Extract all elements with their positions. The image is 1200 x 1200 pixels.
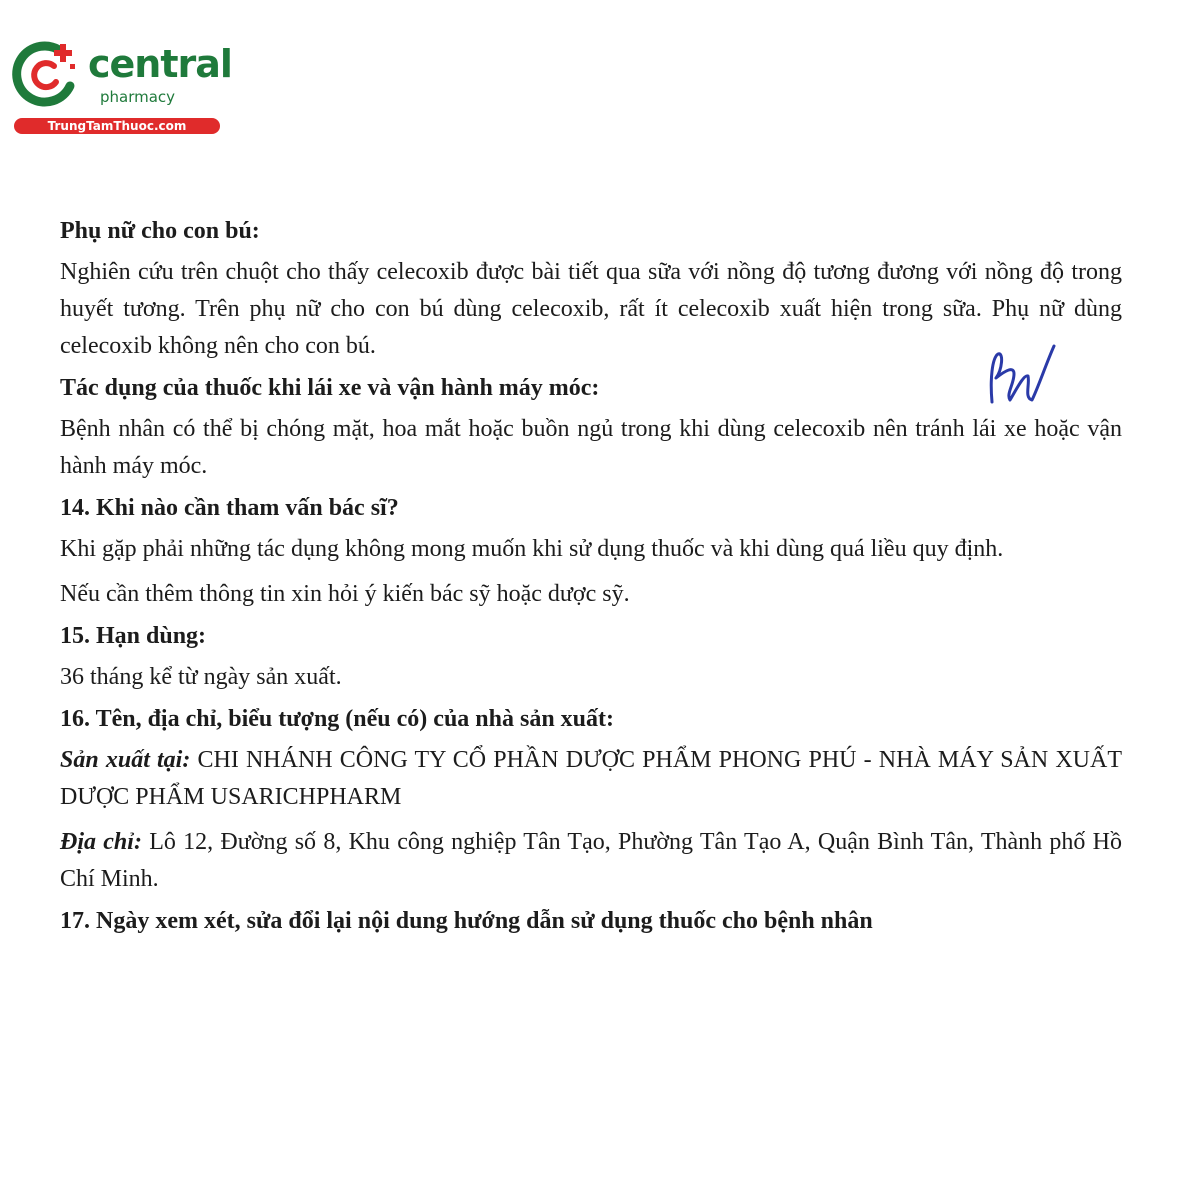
section-text-driving: Bệnh nhân có thể bị chóng mặt, hoa mắt hoặc buồn ngủ trong khi dùng celecoxib nên tránh lái xe hoặc vận hành máy móc. <box>60 416 1122 479</box>
made-at-label: Sản xuất tại: <box>60 747 191 773</box>
handwritten-signature-icon <box>980 340 1060 410</box>
section-text-consult-1: Khi gặp phải những tác dụng không mong muốn khi sử dụng thuốc và khi dùng quá liều quy định. <box>60 536 1004 562</box>
section-heading-consult: 14. Khi nào cần tham vấn bác sĩ? <box>60 495 399 521</box>
section-heading-driving: Tác dụng của thuốc khi lái xe và vận hành máy móc: <box>60 375 600 401</box>
address-label: Địa chỉ: <box>60 829 142 855</box>
section-text-expiry: 36 tháng kể từ ngày sản xuất. <box>60 664 342 690</box>
brand-name: central <box>88 42 232 86</box>
leaflet-content <box>60 216 1122 944</box>
section-text-consult-2: Nếu cần thêm thông tin xin hỏi ý kiến bác sỹ hoặc dược sỹ. <box>60 581 630 607</box>
pharmacy-cross-logo-icon <box>10 38 82 110</box>
made-at-value: CHI NHÁNH CÔNG TY CỔ PHẦN DƯỢC PHẨM PHONG PHÚ - NHÀ MÁY SẢN XUẤT DƯỢC PHẨM USARICHPHARM <box>60 747 1123 810</box>
address-value: Lô 12, Đường số 8, Khu công nghiệp Tân Tạo, Phường Tân Tạo A, Quận Bình Tân, Thành phố Hồ Chí Minh. <box>60 829 1123 892</box>
brand-url: TrungTamThuoc.com <box>14 118 220 134</box>
section-heading-breastfeeding: Phụ nữ cho con bú: <box>60 218 260 244</box>
manufacturer-made-at <box>60 742 1122 816</box>
section-text-breastfeeding: Nghiên cứu trên chuột cho thấy celecoxib được bài tiết qua sữa với nồng độ tương đương với nồng độ trong huyết tương. Trên phụ nữ cho con bú dùng celecoxib, rất ít celecoxib xuất hiện trong sữa. Phụ nữ dùng celecoxib không nên cho con bú. <box>60 259 1122 359</box>
brand-logo <box>10 38 232 138</box>
section-heading-expiry: 15. Hạn dùng: <box>60 623 207 649</box>
manufacturer-address <box>60 824 1122 898</box>
section-heading-manufacturer: 16. Tên, địa chỉ, biểu tượng (nếu có) của nhà sản xuất: <box>60 706 615 732</box>
section-heading-review: 17. Ngày xem xét, sửa đổi lại nội dung hướng dẫn sử dụng thuốc cho bệnh nhân <box>60 908 873 934</box>
brand-tagline: pharmacy <box>100 88 176 106</box>
